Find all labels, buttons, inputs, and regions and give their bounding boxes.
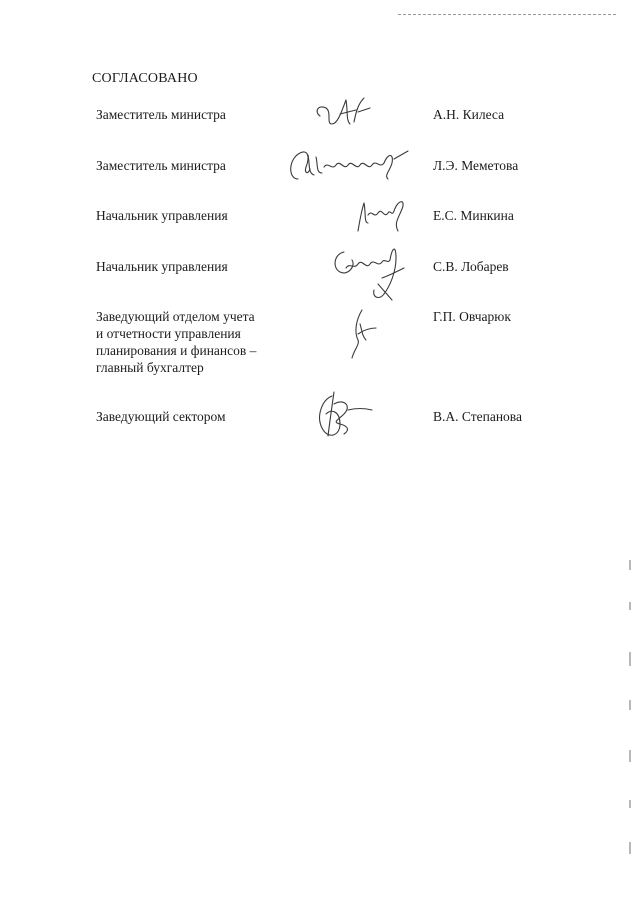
approver-position: Заместитель министра <box>96 158 226 173</box>
top-edge-rule <box>398 14 616 15</box>
approver-position: Заместитель министра <box>96 107 226 122</box>
approver-position: Заведующий отделом учета и отчетности управления планирования и финансов – главный бухгалтер <box>96 309 257 375</box>
signature-image <box>350 195 412 237</box>
approver-position: Заведующий сектором <box>96 409 226 424</box>
scan-edge-marks <box>629 560 633 860</box>
approval-heading: СОГЛАСОВАНО <box>92 71 198 86</box>
approver-name: Е.С. Минкина <box>433 208 514 223</box>
approver-name: Л.Э. Меметова <box>433 158 519 173</box>
signature-image <box>326 238 416 308</box>
approver-name: А.Н. Килеса <box>433 107 505 122</box>
approver-position: Начальник управления <box>96 208 228 223</box>
signature-image <box>284 145 414 185</box>
signature-image <box>310 386 380 448</box>
approver-name: С.В. Лобарев <box>433 259 509 274</box>
signature-image <box>312 94 382 132</box>
signature-image <box>340 304 390 366</box>
approver-name: В.А. Степанова <box>433 409 522 424</box>
approver-name: Г.П. Овчарюк <box>433 309 511 324</box>
approver-position: Начальник управления <box>96 259 228 274</box>
